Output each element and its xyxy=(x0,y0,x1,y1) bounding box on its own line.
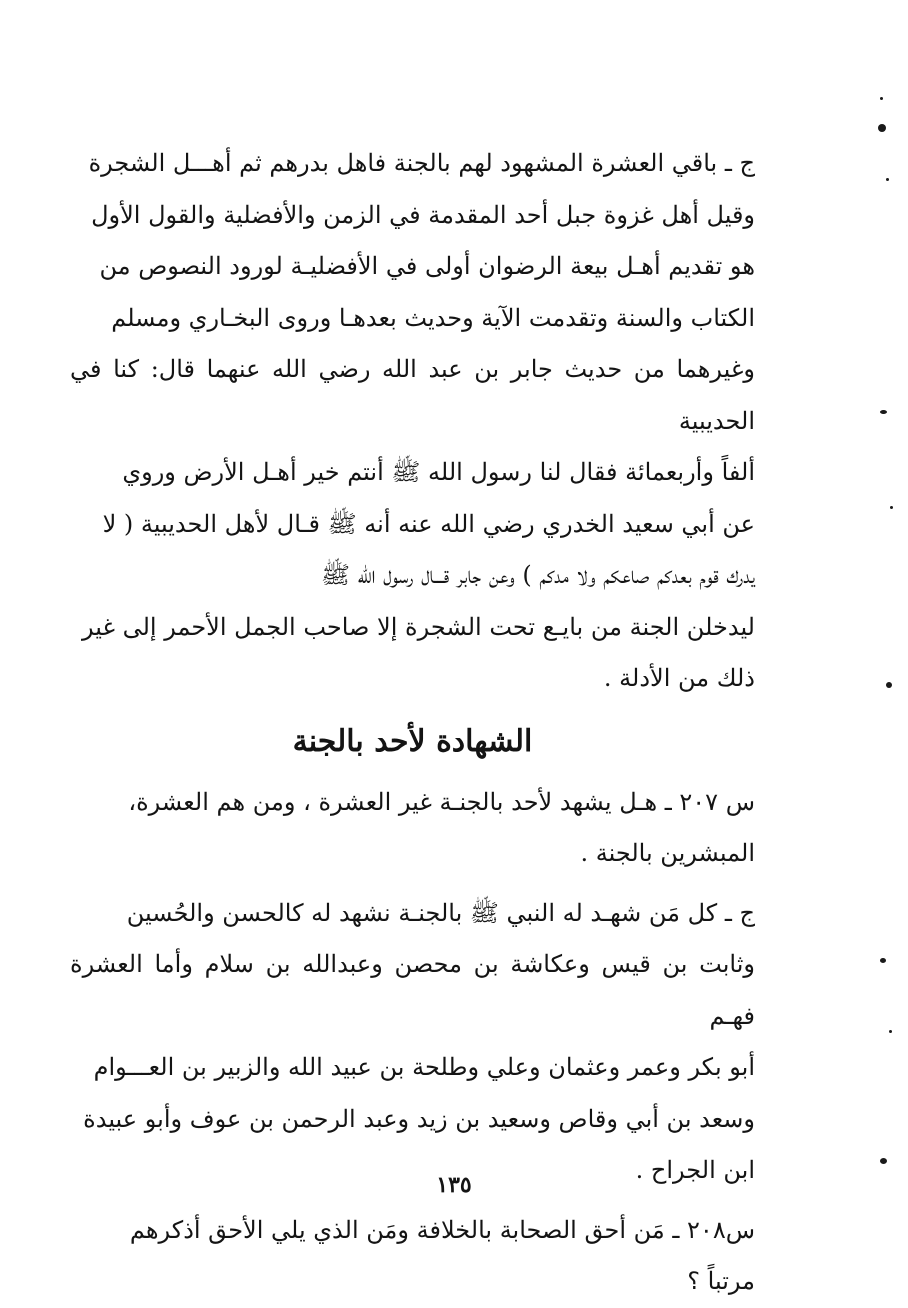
text-line: ليدخلن الجنة من بايـع تحت الشجرة إلا صاحب الجمل الأحمر إلى غير xyxy=(81,612,755,641)
text-line: وثابت بن قيس وعكاشة بن محصن وعبدالله بن سلام وأما العشرة فهـم xyxy=(70,950,755,1030)
scan-speck xyxy=(890,506,893,509)
scan-speck xyxy=(886,682,892,688)
text-line: مرتباً ؟ xyxy=(687,1267,755,1295)
text-line: عن أبي سعيد الخدري رضي الله عنه أنه ﷺ قـال لأهل الحديبية ( لا xyxy=(102,509,755,538)
question-207 xyxy=(70,777,755,880)
scan-speck xyxy=(880,1158,887,1164)
scan-speck xyxy=(878,124,886,132)
scan-speck xyxy=(886,178,889,181)
text-line: وسعد بن أبي وقاص وسعيد بن زيد وعبد الرحمن بن عوف وأبو عبيدة xyxy=(83,1104,755,1133)
text-line: س٢٠٨ ـ مَن أحق الصحابة بالخلافة ومَن الذي يلي الأحق أذكرهم xyxy=(129,1215,755,1244)
text-line: أبو بكر وعمر وعثمان وعلي وطلحة بن عبيد الله والزبير بن العـــوام xyxy=(93,1053,755,1081)
section-heading: الشهادة لأحد بالجنة xyxy=(292,723,533,759)
page-number: ١٣٥ xyxy=(436,1172,472,1198)
text-line: وغيرهما من حديث جابر بن عبد الله رضي الله عنهما قال: كنا في الحديبية xyxy=(70,355,755,435)
scan-speck xyxy=(889,1030,892,1033)
answer-207 xyxy=(70,888,755,1197)
scan-speck xyxy=(880,410,887,414)
scan-speck xyxy=(880,958,886,963)
text-line: ذلك من الأدلة . xyxy=(603,664,755,692)
text-line: ج ـ باقي العشرة المشهود لهم بالجنة فاهل بدرهم ثم أهـــل الشجرة xyxy=(88,149,755,177)
text-line: ألفاً وأربعمائة فقال لنا رسول الله ﷺ أنتم خير أهـل الأرض وروي xyxy=(122,458,755,486)
text-line: هو تقديم أهـل بيعة الرضوان أولى في الأفضليـة لورود النصوص من xyxy=(99,252,755,280)
text-line: ج ـ كل مَن شهـد له النبي ﷺ بالجنـة نشهد له كالحسن والحُسين xyxy=(126,898,755,927)
text-line: وقيل أهل غزوة جبل أحد المقدمة في الزمن والأفضلية والقول الأول xyxy=(91,200,755,229)
answer-paragraph-heaven-ranking xyxy=(70,138,755,705)
page-body xyxy=(70,138,755,1308)
text-line: ابن الجراح . xyxy=(635,1156,755,1184)
text-line: المبشرين بالجنة . xyxy=(580,839,755,867)
scan-speck xyxy=(880,97,883,100)
text-line: س ٢٠٧ ـ هـل يشهد لأحد بالجنـة غير العشرة ، ومن هم العشرة، xyxy=(128,787,755,816)
text-line: يدرك قوم بعدكم صاعكم ولا مدكم ) وعن جابر قـــال رسول الله ﷺ xyxy=(320,561,755,589)
text-line: الكتاب والسنة وتقدمت الآية وحديث بعدهـا وروى البخـاري ومسلم xyxy=(111,303,755,332)
question-208 xyxy=(70,1205,755,1308)
